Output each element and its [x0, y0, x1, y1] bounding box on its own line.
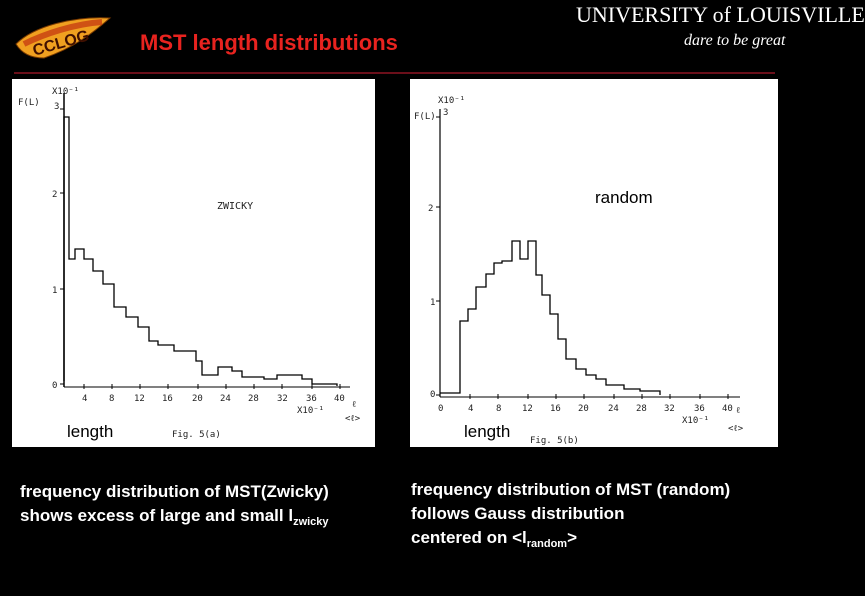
y-tick: 1 [430, 298, 436, 308]
x-tick: 20 [578, 404, 589, 414]
fig-label: Fig. 5(a) [172, 430, 221, 440]
right-length-label: length [464, 422, 511, 441]
zwicky-histogram-curve [64, 117, 337, 386]
y-unit: 3 [54, 102, 60, 112]
random-histogram-curve [440, 241, 660, 395]
left-caption-subscript: zwicky [293, 516, 329, 528]
right-caption [411, 478, 730, 556]
x-tick: 40 [722, 404, 733, 414]
x-tick: 16 [162, 394, 173, 404]
header-divider [14, 72, 775, 74]
x-tick: 12 [522, 404, 533, 414]
y-tick: 0 [52, 381, 58, 391]
x-tick: 40 [334, 394, 345, 404]
y-tick: 1 [52, 286, 58, 296]
x-tick: 36 [694, 404, 705, 414]
cclog-logo [14, 14, 112, 60]
x-denom-label: <ℓ> [345, 414, 361, 424]
university-name: UNIVERSITY of LOUISVILLE [576, 2, 865, 27]
x-tick: 24 [608, 404, 619, 414]
left-caption-line1: frequency distribution of MST(Zwicky) [20, 482, 329, 501]
x-tick: 36 [306, 394, 317, 404]
y-scale-label: X10⁻¹ [438, 96, 466, 106]
logo-text: CCLOG [30, 27, 92, 60]
left-length-label: length [67, 422, 114, 441]
left-caption [20, 480, 329, 534]
slide-title: MST length distributions [140, 30, 398, 55]
x-tick: 8 [496, 404, 502, 414]
right-caption-line3: centered on $<l_{random}>$ [411, 528, 578, 550]
y-axis-label: F(L) [18, 98, 40, 108]
y-tick: 2 [428, 204, 434, 214]
x-tick: 32 [664, 404, 675, 414]
x-tick: 32 [277, 394, 288, 404]
university-tagline: dare to be great [684, 32, 786, 49]
zwicky-histogram-figure [12, 79, 375, 447]
random-inset-label: random [595, 188, 653, 207]
x-tick: 8 [109, 394, 115, 404]
x-denom-label: <ℓ> [728, 424, 744, 434]
x-tick: 4 [468, 404, 474, 414]
y-unit: 3 [443, 108, 449, 118]
x-tick: 20 [192, 394, 203, 404]
y-tick: 0 [430, 390, 436, 400]
y-tick: 2 [52, 190, 58, 200]
right-caption-line2: follows Gauss distribution [411, 504, 625, 523]
random-histogram-figure [410, 79, 778, 447]
y-axis-label: F(L) [414, 112, 436, 122]
x-tick: 24 [220, 394, 231, 404]
x-tick: 28 [636, 404, 647, 414]
x-tick: 0 [438, 404, 444, 414]
fig-label: Fig. 5(b) [530, 436, 579, 446]
x-tick: 4 [82, 394, 88, 404]
x-scale-label: X10⁻¹ [297, 406, 325, 416]
x-tick: 12 [134, 394, 145, 404]
x-var-label: ℓ [736, 406, 741, 416]
university-logo [574, 2, 865, 58]
x-tick: 28 [248, 394, 259, 404]
right-caption-subscript: random [526, 538, 568, 550]
x-tick: 16 [550, 404, 561, 414]
x-scale-label: X10⁻¹ [682, 416, 710, 426]
left-caption-line2: shows excess of large and small $l_{zwicky}$ [20, 506, 329, 528]
x-var-label: ℓ [352, 400, 357, 410]
inset-label: ZWICKY [217, 201, 254, 212]
y-scale-label: X10⁻¹ [52, 87, 80, 97]
right-caption-line1: frequency distribution of MST (random) [411, 480, 731, 499]
